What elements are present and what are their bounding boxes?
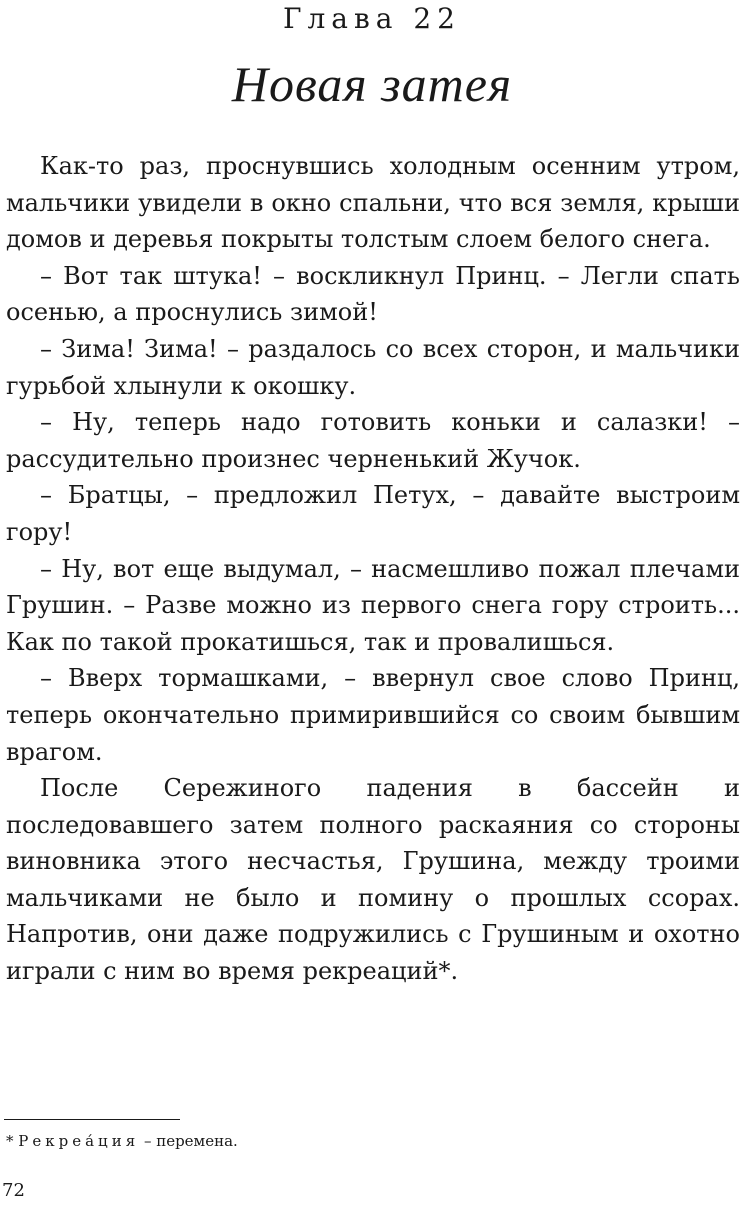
paragraph: – Зима! Зима! – раздалось со всех сторон, и мальчики гурьбой хлынули к окошку. [6, 334, 740, 400]
paragraph: После Сережиного падения в бассейн и последовавшего затем полного раскаяния со стороны виновника этого несчастья, Грушина, между троими мальчиками не было и помину о прошлых ссорах. Напротив, они даже подружились с Грушиным и охотно играли с ним во время рекреаций*. [6, 774, 740, 986]
paragraph: – Ну, теперь надо готовить коньки и салазки! – рассудительно произнес черненький Жучок. [6, 408, 740, 473]
footnote-definition: – перемена. [143, 1132, 238, 1150]
paragraph: Как-то раз, проснувшись холодным осенним утром, мальчики увидели в окно спальни, что вся земля, крыши домов и деревья покрыты толстым слоем белого снега. [6, 152, 740, 254]
page-number: 72 [2, 1180, 25, 1201]
paragraph: – Вверх тормашками, – ввернул свое слово Принц, теперь окончательно примирившийся со своим бывшим врагом. [6, 664, 740, 766]
paragraph: – Вот так штука! – воскликнул Принц. – Легли спать осенью, а проснулись зимой! [6, 261, 740, 327]
footnote [6, 1130, 238, 1152]
chapter-title: Новая затея [231, 56, 513, 112]
footnote-marker: * [6, 1132, 14, 1150]
footnote-divider [4, 1119, 180, 1120]
chapter-number: Глава 22 [282, 2, 461, 35]
paragraph: – Ну, вот еще выдумал, – насмешливо пожал плечами Грушин. – Разве можно из первого снега гору строить... Как по такой прокатишься, так и провалишься. [6, 554, 740, 656]
footnote-term: Рекреа́ция [18, 1132, 140, 1150]
chapter-body [6, 148, 740, 990]
paragraph: – Братцы, – предложил Петух, – давайте выстроим гору! [6, 481, 740, 546]
